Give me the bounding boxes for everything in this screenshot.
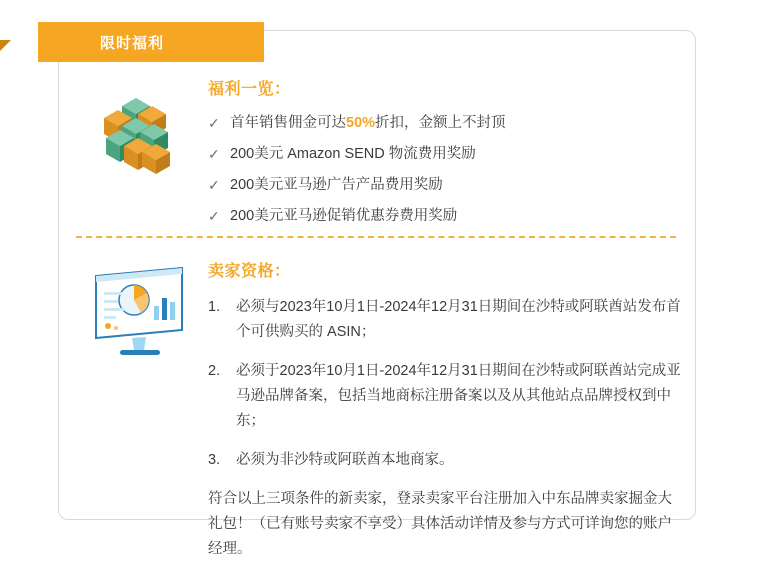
- list-item-text: 必须为非沙特或阿联酋本地商家。: [236, 452, 454, 468]
- benefit-text-post: 折扣，金额上不封顶: [375, 115, 506, 131]
- benefit-text-pre: 首年销售佣金可达: [230, 115, 346, 131]
- list-item: [208, 175, 678, 195]
- closing-paragraph: 符合以上三项条件的新卖家，登录卖家平台注册加入中东品牌卖家掘金大礼包！（已有账号卖家不享受）具体活动详情及参与方式可详询您的账户经理。: [208, 491, 672, 557]
- benefit-text-pre: 200美元亚马逊促销优惠券费用奖励: [230, 208, 458, 224]
- benefit-text-pre: 200美元 Amazon SEND 物流费用奖励: [230, 146, 476, 162]
- dashed-divider: [76, 236, 676, 238]
- ribbon-label: 限时福利: [100, 34, 165, 52]
- list-item: [208, 144, 678, 164]
- check-icon: ✓: [208, 115, 220, 131]
- list-item: [208, 448, 686, 473]
- ribbon-notch: [0, 40, 22, 51]
- list-item: [208, 206, 678, 226]
- benefits-section: [208, 76, 678, 237]
- benefits-title: 福利一览：: [208, 81, 291, 98]
- list-item-number: 1.: [208, 299, 221, 315]
- check-icon: ✓: [208, 208, 220, 224]
- qualification-title: 卖家资格：: [208, 263, 291, 280]
- check-icon: ✓: [208, 146, 220, 162]
- list-item: [208, 359, 686, 434]
- money-stacks-icon: [92, 88, 188, 180]
- list-item-text: 必须与2023年10月1日-2024年12月31日期间在沙特或阿联酋站发布首个可供购买的 ASIN；: [236, 299, 681, 340]
- list-item: [208, 295, 686, 345]
- ribbon-tail: [226, 22, 248, 62]
- benefit-highlight: 50%: [346, 115, 376, 131]
- qualification-list: [208, 295, 686, 473]
- list-item-number: 3.: [208, 452, 221, 468]
- monitor-chart-icon: [86, 262, 192, 362]
- benefits-list: [208, 113, 678, 226]
- qualification-section: [208, 258, 686, 562]
- list-item: [208, 113, 678, 133]
- list-item-text: 必须于2023年10月1日-2024年12月31日期间在沙特或阿联酋站完成亚马逊品牌备案，包括当地商标注册备案以及从其他站点品牌授权到中东；: [236, 363, 681, 429]
- benefit-text-pre: 200美元亚马逊广告产品费用奖励: [230, 177, 443, 193]
- check-icon: ✓: [208, 177, 220, 193]
- list-item-number: 2.: [208, 363, 221, 379]
